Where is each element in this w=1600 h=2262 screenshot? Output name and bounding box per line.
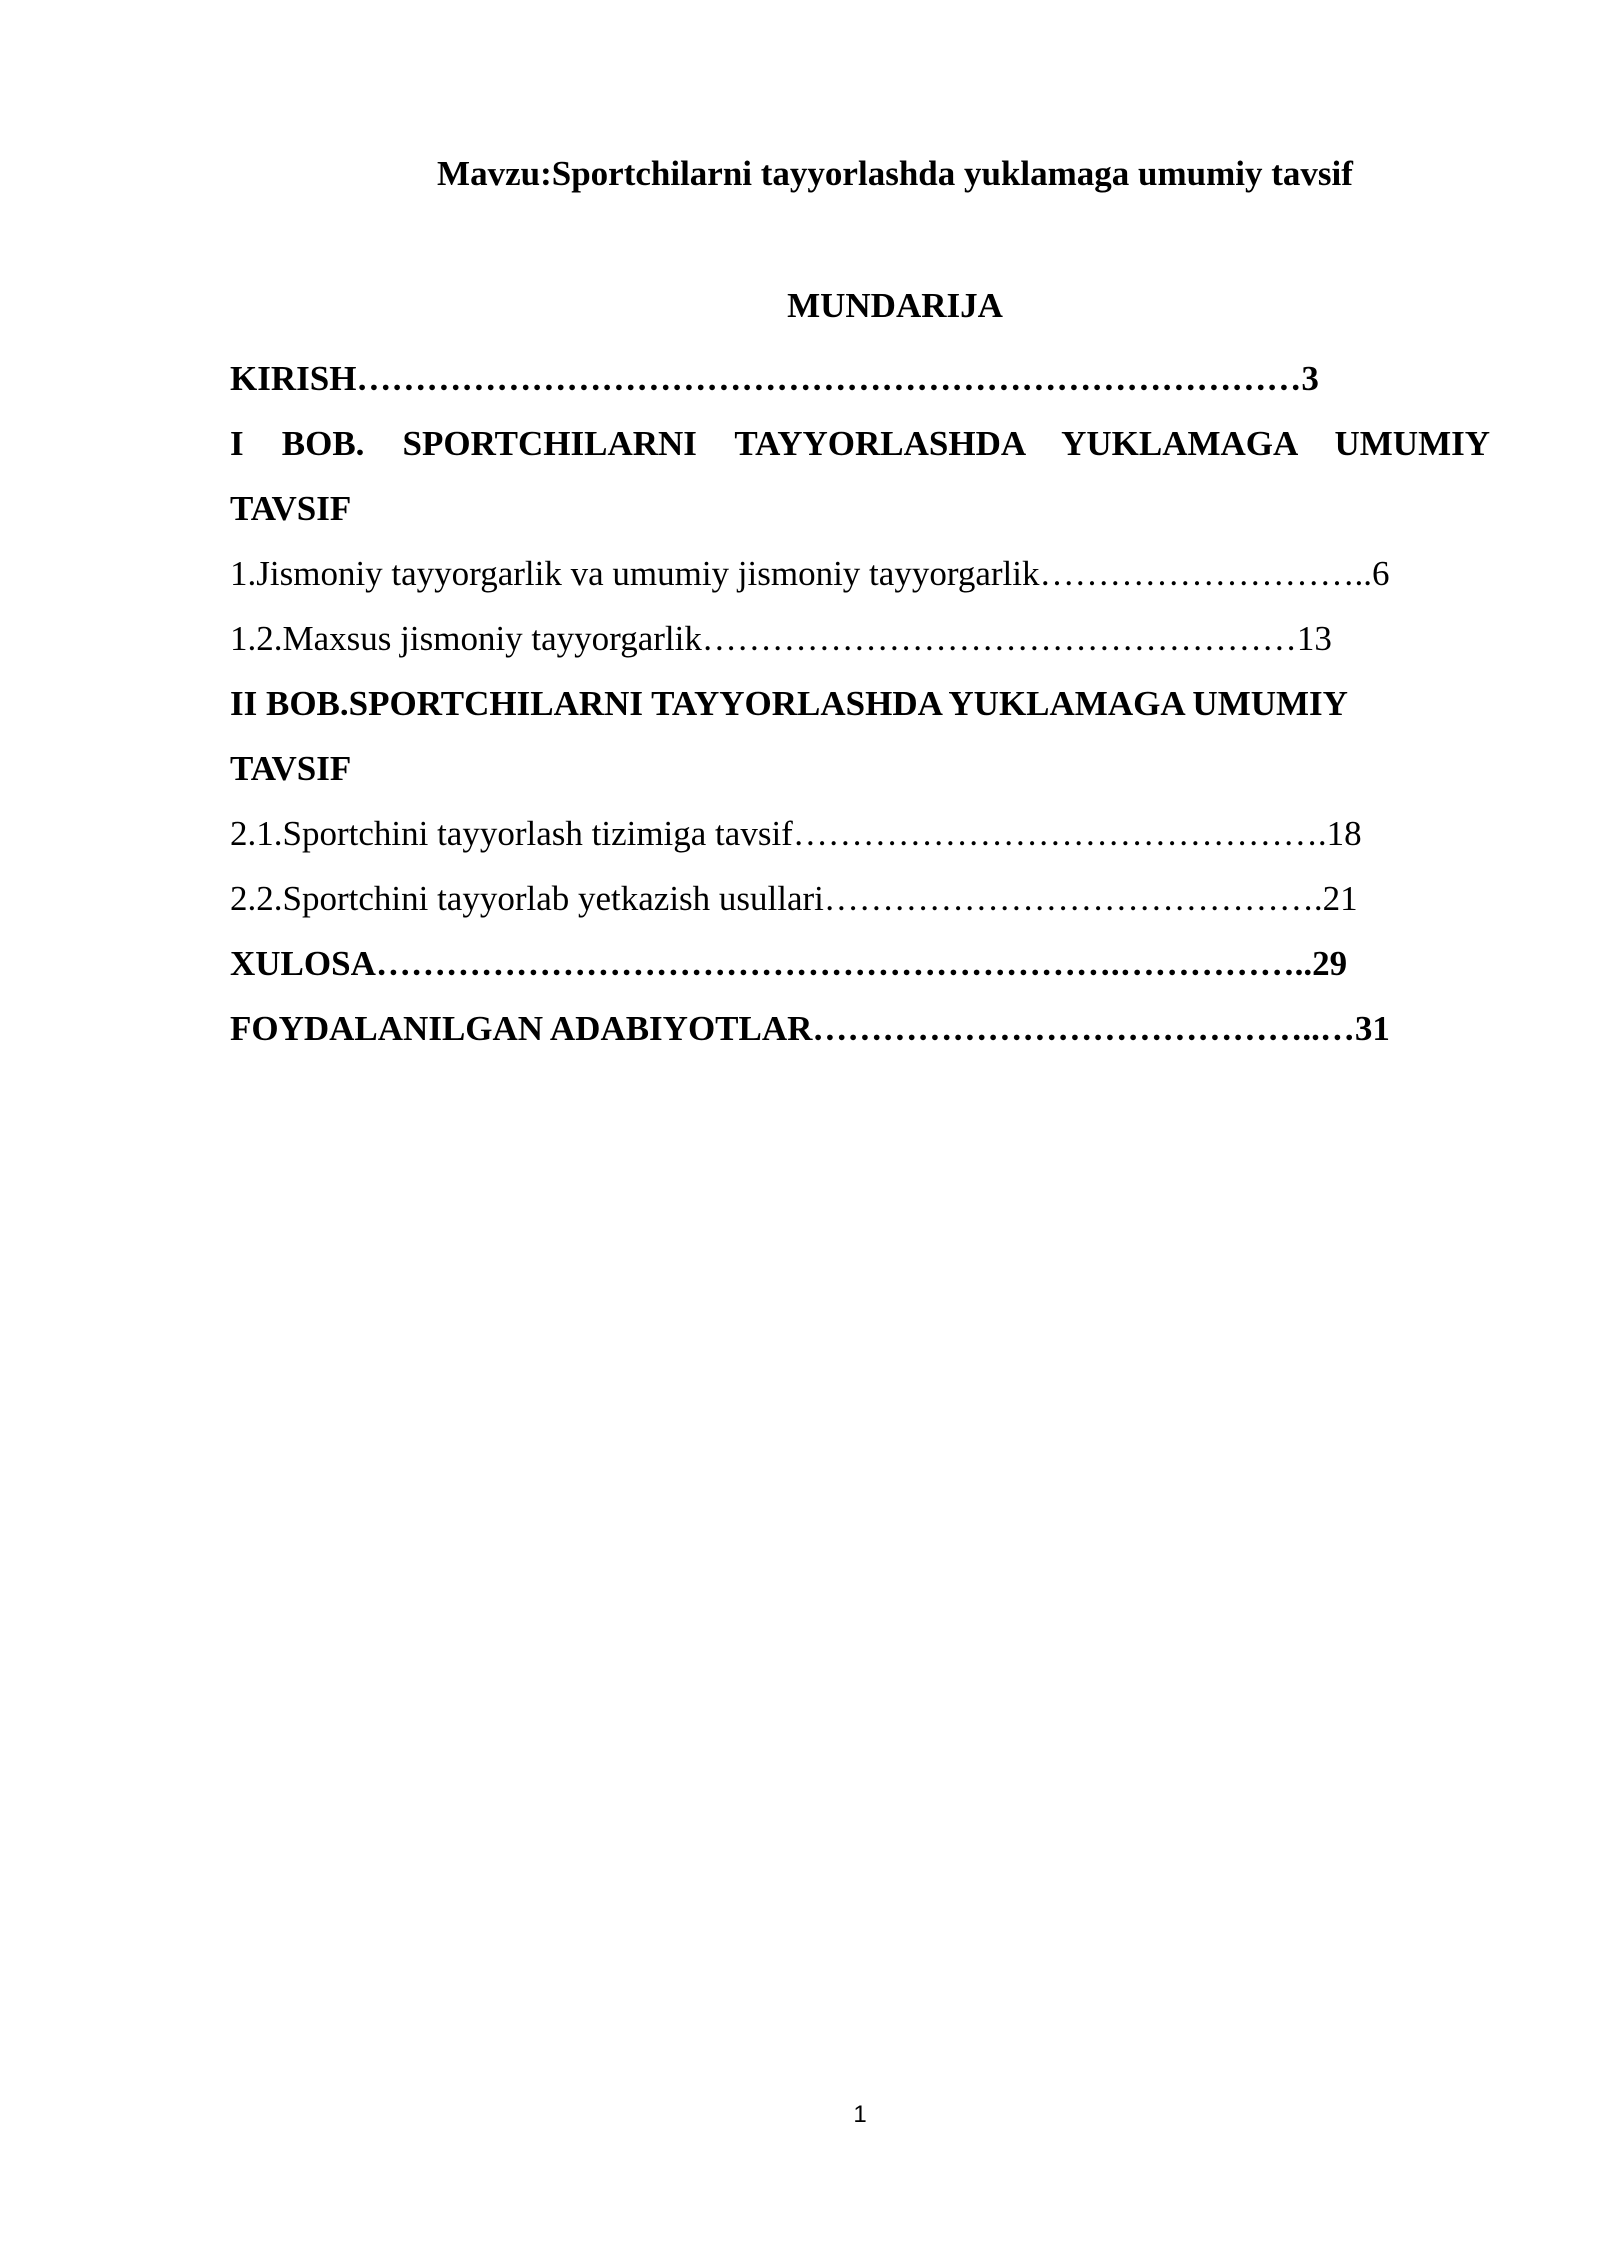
table-of-contents bbox=[230, 346, 1490, 1061]
toc-entry-chapter-1-continued: TAVSIF bbox=[230, 489, 352, 528]
toc-entry-chapter-2: II BOB.SPORTCHILARNI TAYYORLASHDA YUKLAMAGA UMUMIY bbox=[230, 684, 1348, 723]
toc-entry-section-2-2: 2.2.Sportchini tayyorlab yetkazish usullari…………………………………….21 bbox=[230, 879, 1358, 918]
toc-entry-chapter-1: I BOB. SPORTCHILARNI TAYYORLASHDA YUKLAMAGA UMUMIY bbox=[230, 424, 1490, 463]
document-topic: Mavzu:Sportchilarni tayyorlashda yuklamaga umumiy tavsif bbox=[437, 154, 1353, 193]
toc-heading: MUNDARIJA bbox=[787, 286, 1003, 325]
page-number: 1 bbox=[853, 2101, 867, 2128]
toc-entry-references: FOYDALANILGAN ADABIYOTLAR……………………………………..…31 bbox=[230, 1009, 1390, 1048]
toc-entry-xulosa: XULOSA……………………………………………………….……………..29 bbox=[230, 944, 1348, 983]
toc-entry-section-2-1: 2.1.Sportchini tayyorlash tizimiga tavsif……………………………………….18 bbox=[230, 814, 1362, 853]
toc-entry-kirish: KIRISH………………………………………………………………………3 bbox=[230, 359, 1319, 398]
toc-entry-section-1-1: 1.Jismoniy tayyorgarlik va umumiy jismoniy tayyorgarlik………………………..6 bbox=[230, 554, 1390, 593]
toc-entry-section-1-2: 1.2.Maxsus jismoniy tayyorgarlik……………………………………………13 bbox=[230, 619, 1332, 658]
toc-entry-chapter-2-continued: TAVSIF bbox=[230, 749, 352, 788]
